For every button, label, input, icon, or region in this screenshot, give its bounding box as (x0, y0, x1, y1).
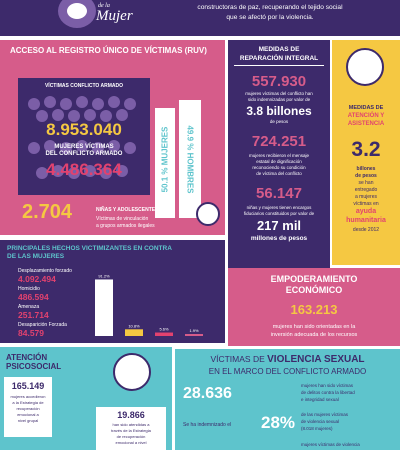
bar-label-1: 10.8% (128, 323, 140, 329)
empower-title-2: ECONÓMICO (285, 285, 343, 295)
event-value-3: 84.579 (18, 328, 44, 338)
repair-d1a: mujeres víctimas del conflicto han (245, 91, 313, 96)
psico-title-1: ATENCIÓN (6, 353, 48, 362)
ruv-title: ACCESO AL REGISTRO ÚNICO DE VÍCTIMAS (RUV) (10, 46, 207, 55)
repair-d3a: niñas y mujeres tienen encargos (246, 205, 312, 210)
pct-men: 49.9 % HOMBRES (185, 125, 195, 194)
bar-2 (155, 333, 173, 336)
ruv-section (0, 40, 225, 235)
sexual-title-b: VIOLENCIA SEXUAL (267, 354, 365, 365)
woman-icon (346, 48, 384, 86)
repair-section (228, 40, 330, 283)
header-lead-1: constructoras de paz, recuperando el tejido social (197, 4, 343, 11)
repair-v3b: 217 mil (256, 218, 302, 233)
victims-card (18, 78, 150, 195)
event-label-3: Desaparición Forzada (18, 322, 67, 328)
event-label-1: Homicidio (18, 286, 40, 292)
sexual-ind: Se ha indemnizado el (183, 422, 232, 428)
psico-v1: 165.149 (11, 381, 45, 391)
psico-d1c: recuperación (16, 406, 40, 411)
empower-d2: inversión adecuada de los recursos (270, 332, 358, 338)
psico-title-2: PSICOSOCIAL (6, 362, 62, 371)
psico-section (0, 347, 172, 450)
assist-d7: ayuda (355, 208, 377, 215)
sexual-d3: mujeres víctimas de violencia (301, 442, 360, 447)
events-section (0, 240, 225, 343)
repair-v2: 724.251 (251, 133, 307, 150)
repair-v1: 557.930 (251, 73, 307, 90)
event-value-1: 486.594 (18, 292, 49, 302)
events-title-2: DE LAS MUJERES (7, 253, 65, 260)
brand-title: Mujer (96, 8, 133, 24)
assist-d3: se han (358, 180, 374, 186)
sexual-title-a: VÍCTIMAS DE (210, 354, 265, 364)
empower-title-1: EMPODERAMIENTO (270, 274, 358, 284)
assist-title-1: MEDIDAS DE (348, 105, 384, 111)
bar-label-0: 91.2% (98, 273, 110, 279)
repair-d2d: de víctima del conflicto (256, 171, 302, 176)
repair-d1b: sido indemnizadas por valor de (247, 97, 311, 102)
repair-title-1: MEDIDAS DE (258, 46, 300, 53)
repair-d2a: mujeres recibieron el mensaje (248, 153, 310, 158)
event-label-2: Amenaza (18, 304, 40, 310)
kids-value: 2.704 (22, 201, 73, 223)
sexual-d2b: de violencia sexual (301, 419, 340, 424)
kids-sub-2: a grupos armados ilegales (96, 223, 155, 229)
empower-value: 163.213 (290, 302, 338, 317)
psico-d2b: través de la Estrategia (111, 428, 151, 433)
kids-label: NIÑAS Y ADOLESCENTES (96, 207, 159, 213)
bar-0 (95, 279, 113, 336)
bar-label-3: 1.9% (189, 328, 199, 333)
psico-d1d: emocional a (17, 412, 39, 417)
women-value: 4.486.364 (46, 160, 122, 179)
repair-v3: 56.147 (256, 185, 302, 202)
women-label-2: DEL CONFLICTO ARMADO (45, 151, 123, 157)
psico-card-2 (96, 407, 166, 450)
assist-d8: humanitaria (346, 217, 386, 224)
sexual-title (175, 354, 400, 365)
sexual-d1b: de delitos contra la libertad (301, 390, 355, 395)
repair-d1c: de pesos (269, 119, 289, 124)
repair-title-2: REPARACIÓN INTEGRAL (239, 55, 319, 62)
victims-value: 8.953.040 (46, 120, 122, 139)
event-value-0: 4.092.494 (18, 274, 56, 284)
assist-d6: víctimas en (353, 201, 379, 207)
sexual-d1c: e integridad sexual (301, 397, 339, 402)
assist-d9: desde 2012 (352, 227, 380, 233)
assist-d4: entregado (354, 187, 378, 193)
psico-d1a: mujeres accedieron (10, 394, 46, 399)
repair-d3c: millones de pesos (250, 235, 308, 242)
psico-card-1 (4, 377, 52, 437)
psico-v2: 19.866 (117, 410, 145, 420)
assist-d5: a mujeres (355, 194, 377, 200)
repair-d2b: estatal de dignificación (256, 159, 302, 164)
assist-d2: de pesos (355, 173, 377, 179)
assist-value: 3.2 (351, 138, 381, 161)
brand-small: de la (98, 3, 110, 9)
psico-d1b: a la Estrategia de (12, 400, 44, 405)
psico-d2a: han sido atendidas a (112, 422, 150, 427)
repair-d3b: fiduciarios constituidos por valor de (243, 211, 315, 216)
psico-d2d: emocional a nivel (115, 440, 147, 445)
psico-d1e: nivel grupal (17, 418, 39, 423)
sexual-title-2: EN EL MARCO DEL CONFLICTO ARMADO (208, 367, 367, 376)
repair-divider (234, 65, 324, 66)
logo-icon (58, 0, 96, 28)
bar-label-2: 5.6% (159, 326, 169, 332)
repair-d2c: reconociendo su condición (252, 165, 306, 170)
header (0, 0, 400, 36)
empower-section (228, 268, 400, 346)
sexual-section (175, 349, 400, 450)
event-value-2: 251.714 (18, 310, 49, 320)
psico-d2c: de recuperación (116, 434, 146, 439)
psico-woman-icon (113, 353, 151, 391)
sexual-d2c: (8.018 mujeres) (301, 426, 333, 431)
girl-icon (196, 202, 220, 226)
repair-v1b: 3.8 billones (246, 104, 312, 118)
assist-title-2: ATENCIÓN Y (347, 113, 385, 119)
kids-sub-1: Víctimas de vinculación (96, 216, 149, 222)
women-label-1: MUJERES VÍCTIMAS (54, 144, 114, 150)
sexual-v1: 28.636 (183, 385, 232, 402)
sexual-v2: 28% (261, 413, 296, 432)
assist-d1: billones (356, 166, 376, 172)
bar-3 (185, 334, 203, 336)
events-title-1: PRINCIPALES HECHOS VICTIMIZANTES EN CONTRA (7, 245, 172, 252)
victims-label: VÍCTIMAS CONFLICTO ARMADO (44, 83, 124, 89)
pct-women: 50.1 % MUJERES (160, 126, 170, 193)
assist-section (332, 40, 400, 265)
sexual-d2a: de las mujeres víctimas (301, 412, 349, 417)
assist-title-3: ASISTENCIA (347, 121, 385, 127)
event-label-0: Desplazamiento forzado (18, 268, 72, 274)
bar-1 (125, 329, 143, 336)
header-lead-2: que se afectó por la violencia. (226, 14, 314, 21)
empower-d1: mujeres han sido orientadas en la (272, 324, 356, 330)
sexual-d1a: mujeres han sido víctimas (301, 383, 354, 388)
events-bar-chart (0, 240, 225, 343)
